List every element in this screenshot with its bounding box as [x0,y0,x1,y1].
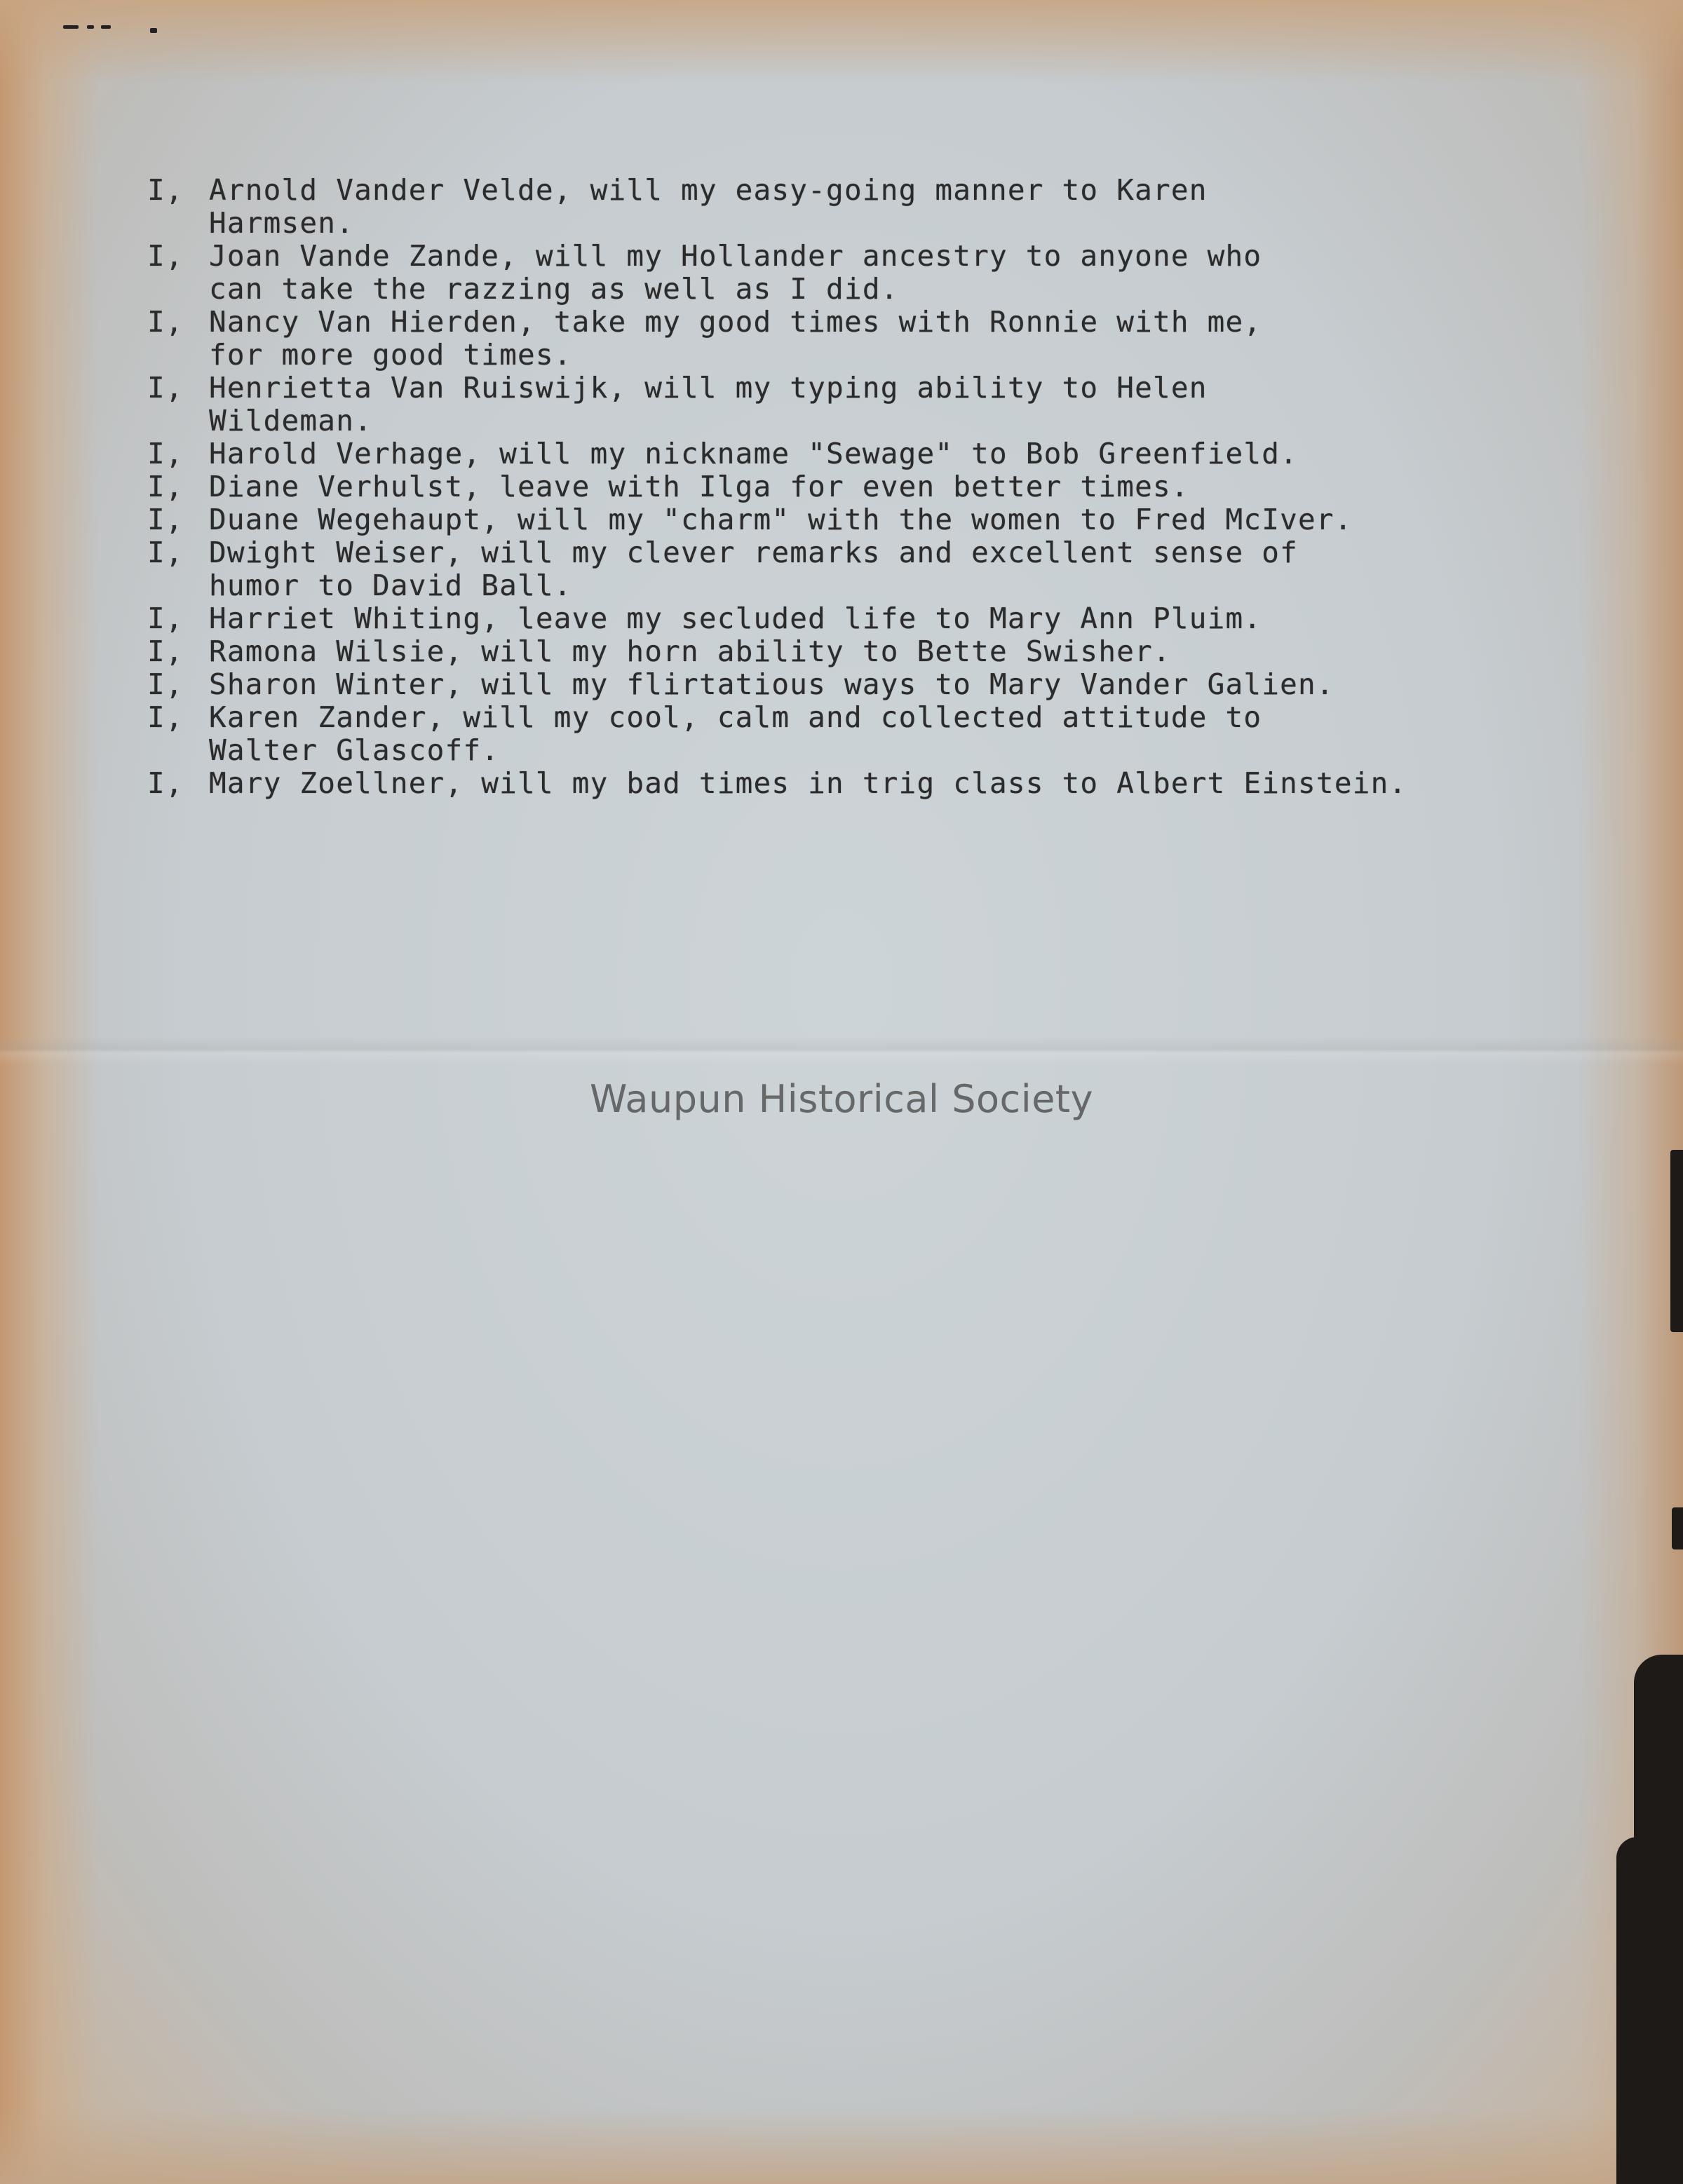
entry-line: Duane Wegehaupt, will my "charm" with the women to Fred McIver. [209,503,1353,536]
entry-text [209,536,1606,602]
entry-pronoun: I, [147,602,184,635]
entry-pronoun: I, [147,700,184,734]
entry-pronoun: I, [147,437,184,470]
will-entry [147,767,1606,800]
entry-line: Nancy Van Hierden, take my good times with Ronnie with me, [209,305,1262,339]
entry-line: for more good times. [209,338,572,372]
entry-pronoun: I, [147,536,184,569]
fold-crease [0,1036,1683,1064]
entry-line: Joan Vande Zande, will my Hollander ancestry to anyone who [209,239,1262,273]
torn-edge [1616,1837,1683,2184]
entry-text [209,438,1606,470]
aged-edge-top [0,0,1683,84]
entry-text [209,635,1606,668]
entry-text [209,306,1606,372]
entry-line: Dwight Weiser, will my clever remarks and excellent sense of [209,536,1299,569]
watermark: Waupun Historical Society [589,1077,1094,1121]
will-entry [147,668,1606,701]
will-entry [147,174,1606,240]
entry-text [209,470,1606,503]
entry-line: Harmsen. [209,206,355,240]
entry-text [209,372,1606,438]
will-entry [147,536,1606,602]
entry-text [209,240,1606,306]
entry-line: humor to David Ball. [209,569,572,602]
entry-pronoun: I, [147,305,184,339]
entry-pronoun: I, [147,503,184,536]
will-entry [147,470,1606,503]
entry-text [209,668,1606,701]
entry-text [209,767,1606,800]
will-entry [147,701,1606,767]
entry-line: Karen Zander, will my cool, calm and collected attitude to [209,700,1262,734]
torn-edge [1670,1150,1683,1332]
entry-line: Harriet Whiting, leave my secluded life to Mary Ann Pluim. [209,602,1262,635]
will-entry [147,602,1606,635]
entry-line: Henrietta Van Ruiswijk, will my typing ability to Helen [209,371,1208,405]
will-entry [147,372,1606,438]
entry-line: Wildeman. [209,404,372,438]
entry-text [209,174,1606,240]
entry-pronoun: I, [147,766,184,800]
entry-line: can take the razzing as well as I did. [209,272,899,306]
entry-line: Sharon Winter, will my flirtatious ways to Mary Vander Galien. [209,667,1334,701]
entry-line: Diane Verhulst, leave with Ilga for even better times. [209,470,1189,503]
aged-edge-bottom [0,2107,1683,2184]
will-entry [147,503,1606,536]
will-entry [147,635,1606,668]
entry-line: Ramona Wilsie, will my horn ability to Bette Swisher. [209,635,1171,668]
entry-pronoun: I, [147,635,184,668]
entry-line: Mary Zoellner, will my bad times in trig class to Albert Einstein. [209,766,1407,800]
entry-pronoun: I, [147,667,184,701]
torn-edge [1672,1507,1683,1549]
entry-pronoun: I, [147,173,184,207]
entry-pronoun: I, [147,239,184,273]
entry-line: Harold Verhage, will my nickname "Sewage" to Bob Greenfield. [209,437,1299,470]
will-entry [147,306,1606,372]
corner-marks [63,25,161,32]
entry-pronoun: I, [147,470,184,503]
entry-text [209,602,1606,635]
entry-text [209,503,1606,536]
will-entry [147,240,1606,306]
entry-line: Arnold Vander Velde, will my easy-going manner to Karen [209,173,1208,207]
entry-pronoun: I, [147,371,184,405]
will-entry [147,438,1606,470]
entry-text [209,701,1606,767]
typed-will-list [147,174,1606,800]
entry-line: Walter Glascoff. [209,733,500,767]
